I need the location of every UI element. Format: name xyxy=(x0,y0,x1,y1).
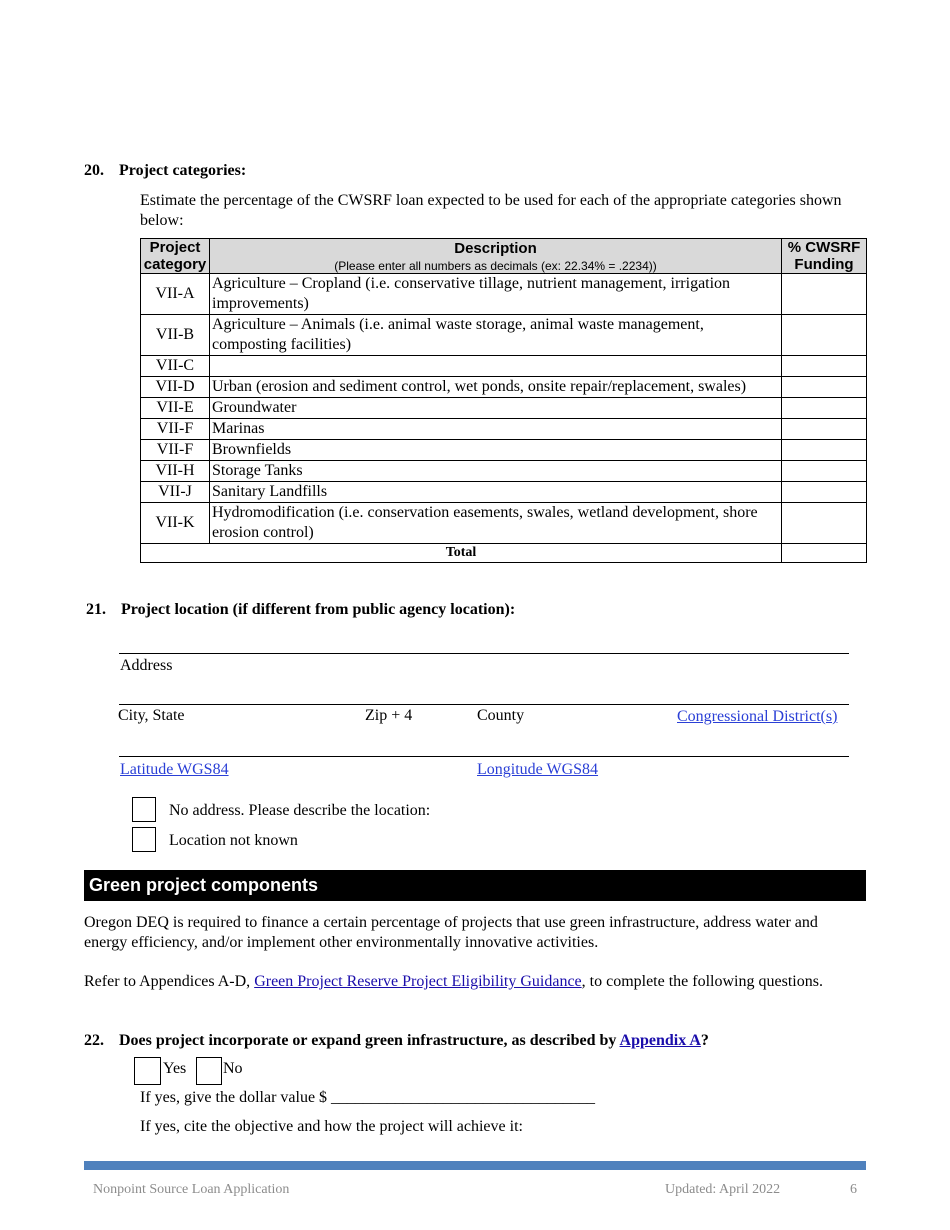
location-not-known-checkbox[interactable] xyxy=(132,827,156,852)
table-row xyxy=(141,419,867,440)
category-code: VII-B xyxy=(141,315,210,356)
q20-intro: Estimate the percentage of the CWSRF loan expected to be used for each of the appropriate categories shown below: xyxy=(140,192,842,229)
footer-bar xyxy=(84,1161,866,1170)
category-code: VII-A xyxy=(141,274,210,315)
footer-document-title: Nonpoint Source Loan Application xyxy=(93,1182,290,1197)
table-row xyxy=(141,274,867,315)
funding-percent-input[interactable] xyxy=(782,315,867,356)
category-code: VII-F xyxy=(141,440,210,461)
no-address-label: No address. Please describe the location: xyxy=(169,802,431,819)
category-description: Groundwater xyxy=(210,398,782,419)
yes-checkbox[interactable] xyxy=(134,1057,161,1085)
city-state-label: City, State xyxy=(118,707,185,724)
category-description: Brownfields xyxy=(210,440,782,461)
objective-label: If yes, cite the objective and how the project will achieve it: xyxy=(140,1118,523,1135)
funding-percent-input[interactable] xyxy=(782,482,867,503)
table-row xyxy=(141,315,867,356)
no-label: No xyxy=(223,1060,243,1077)
funding-percent-input[interactable] xyxy=(782,274,867,315)
refer-prefix: Refer to Appendices A-D, xyxy=(84,973,255,990)
q21-number: 21. xyxy=(86,601,106,618)
table-row xyxy=(141,482,867,503)
table-total-row xyxy=(141,544,867,563)
county-label: County xyxy=(477,707,525,724)
q20-number: 20. xyxy=(84,162,104,179)
city-line[interactable] xyxy=(119,704,849,705)
category-code: VII-D xyxy=(141,377,210,398)
funding-percent-input[interactable] xyxy=(782,461,867,482)
funding-percent-input[interactable] xyxy=(782,356,867,377)
table-row xyxy=(141,398,867,419)
category-code: VII-K xyxy=(141,503,210,544)
category-description: Marinas xyxy=(210,419,782,440)
footer-updated: Updated: April 2022 xyxy=(665,1182,781,1197)
no-address-checkbox[interactable] xyxy=(132,797,156,822)
project-categories-table xyxy=(140,238,867,563)
header-description-note: (Please enter all numbers as decimals (ex: 22.34% = .2234)) xyxy=(334,259,657,273)
category-code: VII-F xyxy=(141,419,210,440)
category-description: Hydromodification (i.e. conservation easements, swales, wetland development, shore erosion control) xyxy=(210,503,782,544)
footer-page-number: 6 xyxy=(850,1182,857,1197)
green-refer-paragraph xyxy=(84,972,864,992)
green-intro-paragraph: Oregon DEQ is required to finance a certain percentage of projects that use green infrastructure, address water and energy efficiency, and/or implement other environmentally innovative activities. xyxy=(84,914,818,951)
category-description: Storage Tanks xyxy=(210,461,782,482)
q22-title-suffix: ? xyxy=(700,1032,709,1049)
table-header-row xyxy=(141,239,867,274)
table-row xyxy=(141,377,867,398)
category-description: Agriculture – Animals (i.e. animal waste storage, animal waste management, composting facilities) xyxy=(210,315,782,356)
table-row xyxy=(141,503,867,544)
q20-title: Project categories: xyxy=(119,162,247,179)
yes-label: Yes xyxy=(163,1060,187,1077)
category-description xyxy=(210,356,782,377)
total-label: Total xyxy=(141,544,782,563)
table-row xyxy=(141,461,867,482)
zip-label: Zip + 4 xyxy=(365,707,413,724)
funding-percent-input[interactable] xyxy=(782,377,867,398)
category-code: VII-J xyxy=(141,482,210,503)
address-label: Address xyxy=(120,657,173,674)
longitude-link[interactable]: Longitude WGS84 xyxy=(477,761,599,778)
table-row xyxy=(141,356,867,377)
category-description: Sanitary Landfills xyxy=(210,482,782,503)
category-code: VII-H xyxy=(141,461,210,482)
refer-suffix: , to complete the following questions. xyxy=(581,973,823,990)
gpr-guidance-link[interactable]: Green Project Reserve Project Eligibility Guidance xyxy=(254,973,582,990)
header-description xyxy=(210,239,782,274)
q21-title: Project location (if different from public agency location): xyxy=(121,601,516,618)
q22-number: 22. xyxy=(84,1032,104,1049)
funding-percent-input[interactable] xyxy=(782,398,867,419)
table-row xyxy=(141,440,867,461)
congressional-district-link[interactable]: Congressional District(s) xyxy=(677,708,838,725)
section-title: Green project components xyxy=(89,875,319,895)
dollar-value-field[interactable]: If yes, give the dollar value $ _________________________________ xyxy=(140,1089,596,1106)
total-funding-input[interactable] xyxy=(782,544,867,563)
no-checkbox[interactable] xyxy=(196,1057,222,1085)
header-category: Project category xyxy=(141,239,210,274)
header-funding: % CWSRF Funding xyxy=(782,239,867,274)
funding-percent-input[interactable] xyxy=(782,419,867,440)
funding-percent-input[interactable] xyxy=(782,440,867,461)
latitude-link[interactable]: Latitude WGS84 xyxy=(120,761,229,778)
appendix-a-link[interactable]: Appendix A xyxy=(619,1032,701,1049)
category-code: VII-C xyxy=(141,356,210,377)
category-code: VII-E xyxy=(141,398,210,419)
category-description: Agriculture – Cropland (i.e. conservative tillage, nutrient management, irrigation improvements) xyxy=(210,274,782,315)
q22-title xyxy=(119,1032,709,1050)
latlon-line[interactable] xyxy=(119,756,849,757)
address-line[interactable] xyxy=(119,653,849,654)
q22-title-text: Does project incorporate or expand green infrastructure, as described by xyxy=(119,1032,620,1049)
category-description: Urban (erosion and sediment control, wet ponds, onsite repair/replacement, swales) xyxy=(210,377,782,398)
header-description-title: Description xyxy=(454,240,537,257)
location-not-known-label: Location not known xyxy=(169,832,298,849)
funding-percent-input[interactable] xyxy=(782,503,867,544)
